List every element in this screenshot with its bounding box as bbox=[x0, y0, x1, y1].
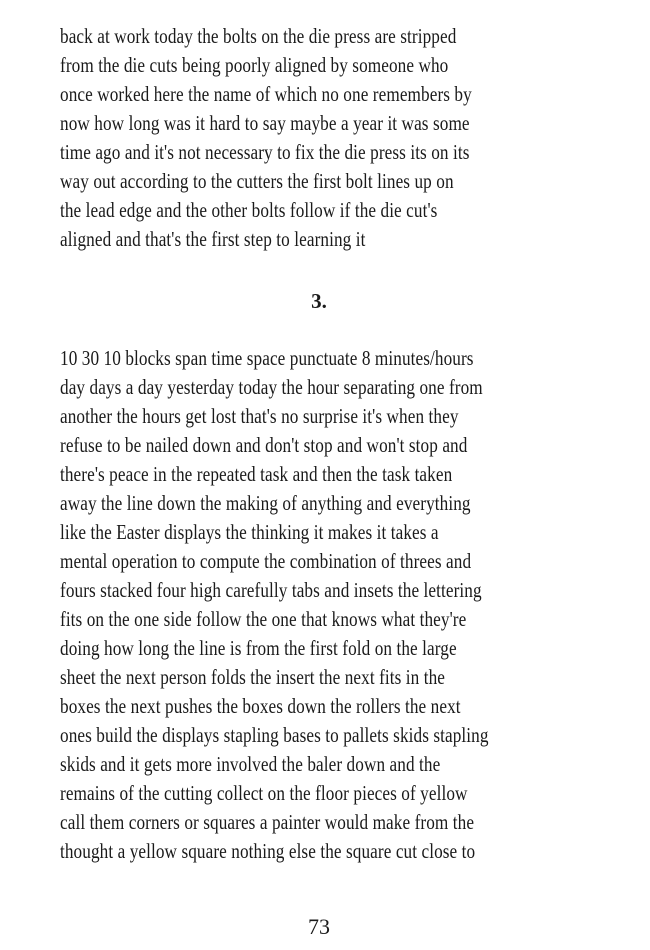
text-line: sheet the next person folds the insert the next fits in the bbox=[60, 665, 446, 689]
text-line: another the hours get lost that's no surprise it's when they bbox=[60, 404, 459, 428]
text-line: now how long was it hard to say maybe a year it was some bbox=[60, 111, 470, 135]
text-line: there's peace in the repeated task and then the task taken bbox=[60, 462, 453, 486]
text-line: away the line down the making of anything and everything bbox=[60, 491, 471, 515]
text-line: 10 30 10 blocks span time space punctuate 8 minutes/hours bbox=[60, 346, 474, 370]
text-line: skids and it gets more involved the baler down and the bbox=[60, 752, 441, 776]
text-line: mental operation to compute the combination of threes and bbox=[60, 549, 472, 573]
text-line: refuse to be nailed down and don't stop and won't stop and bbox=[60, 433, 468, 457]
text-line: thought a yellow square nothing else the square cut close to bbox=[60, 839, 476, 863]
text-line: ones build the displays stapling bases to pallets skids stapling bbox=[60, 723, 489, 747]
text-line: way out according to the cutters the first bolt lines up on bbox=[60, 169, 454, 193]
text-line: from the die cuts being poorly aligned by someone who bbox=[60, 53, 449, 77]
text-line: doing how long the line is from the first fold on the large bbox=[60, 636, 457, 660]
text-line: fours stacked four high carefully tabs and insets the lettering bbox=[60, 578, 482, 602]
text-block bbox=[60, 22, 578, 866]
page-number: 73 bbox=[308, 914, 330, 939]
text-line: fits on the one side follow the one that knows what they're bbox=[60, 607, 467, 631]
text-line: back at work today the bolts on the die press are stripped bbox=[60, 24, 457, 48]
text-line: call them corners or squares a painter would make from the bbox=[60, 810, 475, 834]
text-line: the lead edge and the other bolts follow if the die cut's bbox=[60, 198, 438, 222]
text-line: like the Easter displays the thinking it makes it takes a bbox=[60, 520, 439, 544]
text-line: aligned and that's the first step to learning it bbox=[60, 227, 366, 251]
paragraph-die-press bbox=[60, 22, 578, 254]
text-line: boxes the next pushes the boxes down the rollers the next bbox=[60, 694, 461, 718]
text-line: day days a day yesterday today the hour separating one from bbox=[60, 375, 483, 399]
text-line: time ago and it's not necessary to fix the die press its on its bbox=[60, 140, 470, 164]
section-number-heading: 3. bbox=[311, 289, 327, 313]
text-line: remains of the cutting collect on the floor pieces of yellow bbox=[60, 781, 468, 805]
paragraph-blocks-span bbox=[60, 344, 578, 866]
text-line: once worked here the name of which no one remembers by bbox=[60, 82, 472, 106]
